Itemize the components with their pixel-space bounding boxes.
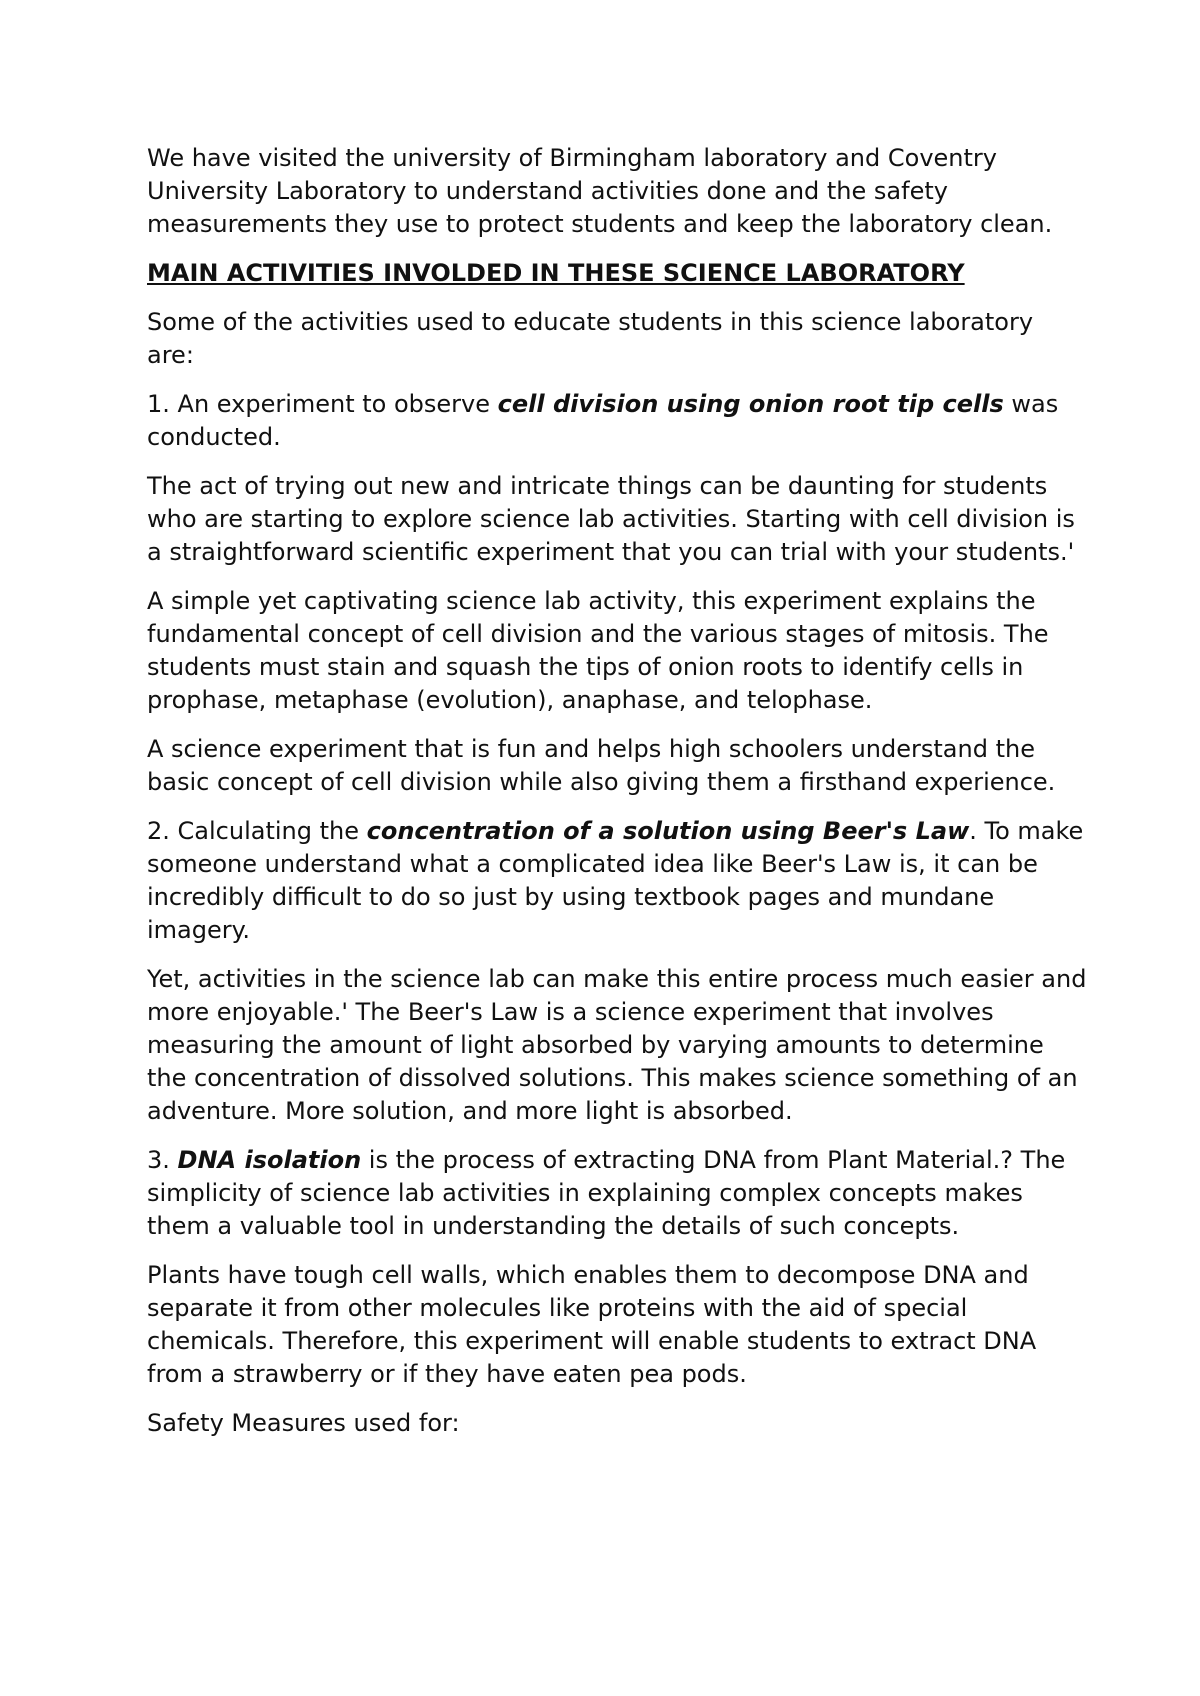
activity-2-suffix: . To make someone understand what a complicated idea like Beer's Law is, it can be incredibly difficult to do so just by using textbook pages and mundane imagery. (147, 817, 1084, 944)
activity-1-paragraph (147, 388, 1087, 454)
activity-1-suffix: was conducted. (147, 390, 1059, 451)
activity-2-prefix: 2. Calculating the (147, 817, 367, 845)
activity-1-emphasis: cell division using onion root tip cells (497, 390, 1004, 418)
safety-measures-line: Safety Measures used for: (147, 1409, 460, 1437)
cell-division-paragraph-3: A science experiment that is fun and helps high schoolers understand the basic concept of cell division while also giving them a firsthand experience. (147, 735, 1056, 796)
activity-3-paragraph (147, 1144, 1087, 1243)
activity-3-suffix: is the process of extracting DNA from Plant Material.? The simplicity of science lab activities in explaining complex concepts makes them a valuable tool in understanding the details of such concepts. (147, 1146, 1066, 1240)
lead-paragraph: Some of the activities used to educate students in this science laboratory are: (147, 308, 1034, 369)
activity-2-emphasis: concentration of a solution using Beer's Law (366, 817, 970, 845)
beers-law-paragraph: Yet, activities in the science lab can make this entire process much easier and more enjoyable.' The Beer's Law is a science experiment that involves measuring the amount of light absorbed by varying amounts to determine the concentration of dissolved solutions. This makes science something of an adventure. More solution, and more light is absorbed. (147, 965, 1087, 1125)
activity-1-prefix: 1. An experiment to observe (147, 390, 498, 418)
cell-division-paragraph-2: A simple yet captivating science lab activity, this experiment explains the fundamental concept of cell division and the various stages of mitosis. The students must stain and squash the tips of onion roots to identify cells in prophase, metaphase (evolution), anaphase, and telophase. (147, 587, 1049, 714)
document-page (147, 142, 1087, 1456)
cell-division-paragraph-1: The act of trying out new and intricate things can be daunting for students who are starting to explore science lab activities. Starting with cell division is a straightforward scientific experiment that you can trial with your students.' (147, 472, 1075, 566)
section-heading: MAIN ACTIVITIES INVOLDED IN THESE SCIENCE LABORATORY (147, 259, 965, 287)
activity-3-prefix: 3. (147, 1146, 178, 1174)
activity-3-emphasis: DNA isolation (177, 1146, 362, 1174)
dna-paragraph: Plants have tough cell walls, which enables them to decompose DNA and separate it from other molecules like proteins with the aid of special chemicals. Therefore, this experiment will enable students to extract DNA from a strawberry or if they have eaten pea pods. (147, 1261, 1037, 1388)
activity-2-paragraph (147, 815, 1087, 947)
intro-paragraph: We have visited the university of Birmingham laboratory and Coventry University Laboratory to understand activities done and the safety measurements they use to protect students and keep the laboratory clean. (147, 144, 1053, 238)
